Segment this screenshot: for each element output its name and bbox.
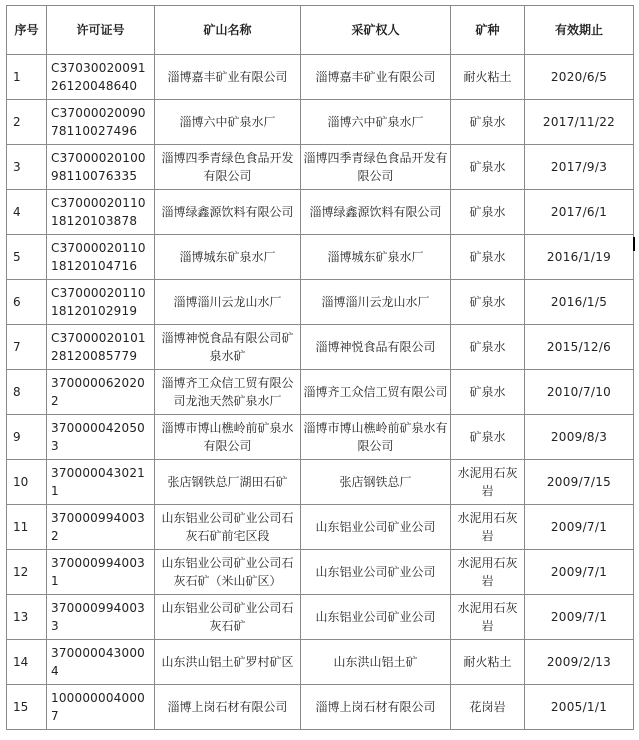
header-rights-holder: 采矿权人 <box>301 6 451 55</box>
row-mineral-type: 花岗岩 <box>451 685 525 730</box>
row-mineral-type: 水泥用石灰岩 <box>451 595 525 640</box>
row-index: 8 <box>7 370 47 415</box>
row-mine-name: 淄博六中矿泉水厂 <box>155 100 301 145</box>
row-mine-name: 淄博淄川云龙山水厂 <box>155 280 301 325</box>
row-expiry-date: 2017/9/3 <box>525 145 634 190</box>
row-expiry-date: 2016/1/19 <box>525 235 634 280</box>
row-permit-number: C3700002011018120104716 <box>47 235 155 280</box>
row-mine-name: 淄博四季青绿色食品开发有限公司 <box>155 145 301 190</box>
row-rights-holder: 淄博四季青绿色食品开发有限公司 <box>301 145 451 190</box>
row-permit-number: 3700000430211 <box>47 460 155 505</box>
row-index: 1 <box>7 55 47 100</box>
row-mineral-type: 矿泉水 <box>451 415 525 460</box>
row-rights-holder: 淄博神悦食品有限公司 <box>301 325 451 370</box>
row-permit-number: 3700009940033 <box>47 595 155 640</box>
row-expiry-date: 2009/7/1 <box>525 595 634 640</box>
row-mineral-type: 水泥用石灰岩 <box>451 460 525 505</box>
row-mineral-type: 水泥用石灰岩 <box>451 505 525 550</box>
row-index: 14 <box>7 640 47 685</box>
row-index: 4 <box>7 190 47 235</box>
table-row <box>7 595 634 640</box>
row-expiry-date: 2009/7/15 <box>525 460 634 505</box>
row-rights-holder: 淄博市博山樵岭前矿泉水有限公司 <box>301 415 451 460</box>
row-index: 12 <box>7 550 47 595</box>
row-rights-holder: 淄博绿鑫源饮料有限公司 <box>301 190 451 235</box>
row-rights-holder: 淄博上岗石材有限公司 <box>301 685 451 730</box>
row-rights-holder: 张店钢铁总厂 <box>301 460 451 505</box>
table-row <box>7 415 634 460</box>
row-mine-name: 淄博嘉丰矿业有限公司 <box>155 55 301 100</box>
row-mine-name: 淄博城东矿泉水厂 <box>155 235 301 280</box>
row-permit-number: 3700009940031 <box>47 550 155 595</box>
row-permit-number: 3700000430004 <box>47 640 155 685</box>
row-index: 6 <box>7 280 47 325</box>
row-permit-number: C3700002010098110076335 <box>47 145 155 190</box>
table-row <box>7 370 634 415</box>
header-mineral-type: 矿种 <box>451 6 525 55</box>
edge-marker <box>633 237 635 251</box>
row-permit-number: 3700000420503 <box>47 415 155 460</box>
row-expiry-date: 2017/11/22 <box>525 100 634 145</box>
header-permit-number: 许可证号 <box>47 6 155 55</box>
row-expiry-date: 2005/1/1 <box>525 685 634 730</box>
row-expiry-date: 2010/7/10 <box>525 370 634 415</box>
table-row <box>7 505 634 550</box>
row-permit-number: C3700002010128120085779 <box>47 325 155 370</box>
row-index: 9 <box>7 415 47 460</box>
row-mine-name: 山东铝业公司矿业公司石灰石矿前宅区段 <box>155 505 301 550</box>
row-index: 3 <box>7 145 47 190</box>
row-mine-name: 山东铝业公司矿业公司石灰石矿（米山矿区） <box>155 550 301 595</box>
row-mineral-type: 耐火粘土 <box>451 640 525 685</box>
row-index: 5 <box>7 235 47 280</box>
row-expiry-date: 2015/12/6 <box>525 325 634 370</box>
row-mineral-type: 矿泉水 <box>451 145 525 190</box>
row-rights-holder: 山东铝业公司矿业公司 <box>301 505 451 550</box>
row-expiry-date: 2017/6/1 <box>525 190 634 235</box>
row-mine-name: 淄博神悦食品有限公司矿泉水矿 <box>155 325 301 370</box>
row-rights-holder: 淄博城东矿泉水厂 <box>301 235 451 280</box>
table-header <box>7 6 634 55</box>
row-permit-number: 3700009940032 <box>47 505 155 550</box>
row-expiry-date: 2009/2/13 <box>525 640 634 685</box>
row-index: 15 <box>7 685 47 730</box>
row-permit-number: 1000000040007 <box>47 685 155 730</box>
row-expiry-date: 2009/7/1 <box>525 505 634 550</box>
header-row <box>7 6 634 55</box>
mining-permit-table <box>6 5 634 730</box>
table-row <box>7 685 634 730</box>
table-row <box>7 190 634 235</box>
header-index: 序号 <box>7 6 47 55</box>
table-row <box>7 550 634 595</box>
row-expiry-date: 2016/1/5 <box>525 280 634 325</box>
table-row <box>7 460 634 505</box>
table-row <box>7 55 634 100</box>
table-row <box>7 325 634 370</box>
header-mine-name: 矿山名称 <box>155 6 301 55</box>
table-row <box>7 100 634 145</box>
row-mineral-type: 矿泉水 <box>451 280 525 325</box>
row-mineral-type: 矿泉水 <box>451 325 525 370</box>
table-row <box>7 280 634 325</box>
row-expiry-date: 2020/6/5 <box>525 55 634 100</box>
row-mine-name: 张店钢铁总厂湖田石矿 <box>155 460 301 505</box>
row-mine-name: 淄博齐工众信工贸有限公司龙池天然矿泉水厂 <box>155 370 301 415</box>
row-rights-holder: 淄博齐工众信工贸有限公司 <box>301 370 451 415</box>
row-rights-holder: 山东铝业公司矿业公司 <box>301 550 451 595</box>
row-mineral-type: 矿泉水 <box>451 100 525 145</box>
row-rights-holder: 淄博六中矿泉水厂 <box>301 100 451 145</box>
row-mine-name: 山东铝业公司矿业公司石灰石矿 <box>155 595 301 640</box>
row-mine-name: 淄博绿鑫源饮料有限公司 <box>155 190 301 235</box>
table-row <box>7 235 634 280</box>
row-permit-number: 3700000620202 <box>47 370 155 415</box>
header-expiry-date: 有效期止 <box>525 6 634 55</box>
row-mineral-type: 矿泉水 <box>451 370 525 415</box>
row-mine-name: 淄博上岗石材有限公司 <box>155 685 301 730</box>
row-permit-number: C3700002011018120102919 <box>47 280 155 325</box>
row-mineral-type: 水泥用石灰岩 <box>451 550 525 595</box>
row-expiry-date: 2009/8/3 <box>525 415 634 460</box>
row-permit-number: C3703002009126120048640 <box>47 55 155 100</box>
row-index: 10 <box>7 460 47 505</box>
row-mineral-type: 矿泉水 <box>451 235 525 280</box>
row-mine-name: 山东洪山铝土矿罗村矿区 <box>155 640 301 685</box>
row-mine-name: 淄博市博山樵岭前矿泉水有限公司 <box>155 415 301 460</box>
row-permit-number: C3700002011018120103878 <box>47 190 155 235</box>
row-rights-holder: 淄博淄川云龙山水厂 <box>301 280 451 325</box>
row-mineral-type: 矿泉水 <box>451 190 525 235</box>
table-row <box>7 145 634 190</box>
row-rights-holder: 山东铝业公司矿业公司 <box>301 595 451 640</box>
row-permit-number: C3700002009078110027496 <box>47 100 155 145</box>
table-row <box>7 640 634 685</box>
row-rights-holder: 山东洪山铝土矿 <box>301 640 451 685</box>
row-rights-holder: 淄博嘉丰矿业有限公司 <box>301 55 451 100</box>
row-index: 7 <box>7 325 47 370</box>
table-body <box>7 55 634 730</box>
row-index: 11 <box>7 505 47 550</box>
row-expiry-date: 2009/7/1 <box>525 550 634 595</box>
row-mineral-type: 耐火粘土 <box>451 55 525 100</box>
row-index: 13 <box>7 595 47 640</box>
row-index: 2 <box>7 100 47 145</box>
